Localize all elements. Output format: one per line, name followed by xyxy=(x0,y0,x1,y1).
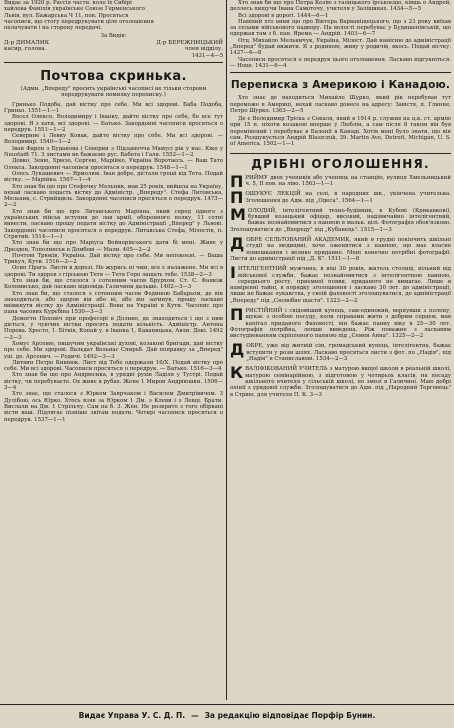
small-ad xyxy=(230,363,451,398)
small-ad xyxy=(230,304,451,340)
small-ad xyxy=(230,263,451,304)
signature-right: Д-р БЕРЕЖНИЦЬКИЙ xyxy=(156,39,223,46)
mailbox-item: Домогтн Поповіч при професорі в Долине, де знаходиться і що з ним діється, у чуючих вістки просять подати кількість. Адміністр. Антона Порова. Хресто, 1. Бітків, Копай у. в Іванка 1, Каваницька, Авли. Докі. 1492—3—3 xyxy=(4,315,223,341)
notice-line: оплачувати і на сторону передачі. xyxy=(4,25,103,32)
mailbox-subtitle: (Адмн. „Впереду" просить українські часописі не тільки сторони передрукувати помилку переписку.) xyxy=(20,86,207,99)
notice-code: 1431—4—5 xyxy=(191,52,223,59)
ad-text: ОБРЕ, уже від житній сім, громадський купець, інтелігентна, бажає вступити у розм шлях. Ласкаво просяться листи з фот. по „Надія", під „Надія" в Станиславові. 1534—2—3 xyxy=(246,343,451,363)
divider xyxy=(230,72,451,73)
mailbox-item: Довко, Зеню, Хрвсю, Сергею, Марійко, Україна Воротаєсь. — Ваш Тато Олекса. Закордонні часописи просяться о передрук. 1548—1—1 xyxy=(4,158,223,171)
ad-text: НТЕЛІГЕНТНИЙ мужчина, в віці 30 років, житель столиці, вільний від військової служби, бажає познайомитися з інтелігентною панною, середнього росту, приємної появи, приданого не вимагає. Лише в наміренні тайні, в порядку зголошення і ласкаво 30 лет. до адміністрації, лише не бажає лукавства, у своїй фаховості зголошуватися, до адміністрації „Впереду" під „Сюлюбне щастя". 1323—2—2 xyxy=(230,266,451,304)
mailbox-item: Хомус Арсеню, пишучим українські духові, козакові бригади, дай вістку про себе. Ми здорові. Вальдат Вольнас Спирьб. Дай поправку за „Вперед" уці. до. Арсенич. — Родичі. 1492—3—3 xyxy=(4,340,223,360)
signature-left: Д-р ДИМАЛИК xyxy=(4,39,50,46)
small-ads-title: ДРІБНІ ОГОЛОШЕННЯ. xyxy=(251,156,430,171)
ad-initial: Д xyxy=(230,340,245,360)
left-column xyxy=(4,0,223,700)
small-ad xyxy=(230,234,451,262)
small-ads-list xyxy=(230,171,451,398)
ad-text: ОШУКУЄ ЛЕКЦІЙ на селі, в народних шк., укінчена учителька. Зголошення до Адм. під „Одеса". 1564—1—1 xyxy=(245,191,451,204)
divider xyxy=(4,62,223,63)
ad-initial: П xyxy=(230,304,244,324)
ad-initial: П xyxy=(230,188,244,208)
notice-line: Видає за 1920 р. Рассія частн. коло їх Сибірі xyxy=(4,0,132,6)
right-top-item: Наміхий хто вини що про Віктора Варваніщецького, що з 23 року виїхав за селами військового надвору. На волості перебуває у Будишенівській, що одержав там з б. пан. Ярема — Андрій. 1403—6—7 xyxy=(230,18,451,38)
signature-left-role: касир, голова. xyxy=(4,46,47,53)
mailbox-item: Хто знав би, що сталося з сотенним часов Брурхом. Ст. С. Фанкіж Коломисько, дай ласкаво відповідь Галичини дальше. 1402—3—3 xyxy=(4,277,223,291)
mailbox-title: Почтова скринька. xyxy=(40,69,187,85)
publisher-line: Видає Управа У. С. Д. П. xyxy=(78,710,186,720)
mailbox-item: Восєл Олексо, Володимиру і Іванку, дайте вістку про себе, бо все тут здорові. Я з хати, всі здорові. — Батько. Закордонні часописи просяться о передрук. 1551—1—2 xyxy=(4,114,223,133)
imprint-footer xyxy=(0,704,454,725)
ad-text: ОЛОДИЙ, інтелігентний техно-будівник, в Кубові (Крикавкові), бувший козацький офіцер, високий, надзвичайно інтелігентний, бажає познайомитися з панною в мальк. цілі. Фотографія обов'язково. Зголошуватися до „Впереду" під „Кубанець". 1515—1—3 xyxy=(230,207,451,233)
small-ad xyxy=(230,188,451,208)
ad-initial: П xyxy=(230,171,244,191)
ad-text: ОБРЕ СЕЛЬТОВАНИЙ АКАДЕМИК, який в грудні покінчить шкільні студії на медицині, хоче оженитися з панною, що має власне помешкання і велике приданне. Мені конечно потрібні фотографії. Листи до адміністрації під „Д. К". 1511—1—8 xyxy=(230,237,451,262)
america-item: Де є Володимир Тріска з Сокаля, який в 1914 р. служив на ц.к. ст. армію при 15 п. піхоти козакові вперше у Люблін, а сам після 8 таком він був перемінений і перебуває в Балонії в Канаді. Хотів мені було знати, що він сам. Розшукується Андрій Blaszczuk, 39. Martin Ave, Detroit, Michigan, U. S. of America. 1502—1—1 xyxy=(230,116,451,148)
mailbox-item: Литвин Петро Кивнюк. Лист від Тебе одержали 16/Х. Подай вістку про себе. Ми всі здорові. Часописи просяться о передрук. — Батько. 1516—3—4 xyxy=(4,359,223,373)
notice-line: хайлова Фамілія українське Союзе Герменського xyxy=(4,6,145,13)
divider xyxy=(230,153,451,154)
right-top xyxy=(230,0,451,69)
mailbox-item: Гринько Подоба, дай вістку про себе. Ми всі здорові. Баба Подоба, Гриньо. 1551—1—1 xyxy=(4,101,223,114)
ad-initial: І xyxy=(230,263,236,283)
mailbox-item: Хто знає, що сталося з Юрком Заярчаком і Василем Дмитрівичом. З Дулібою, ось Юрко. Хтось взяв за Юрком 1 Дм. з Клеви і з Левці. Брати. Вислали на Дм. 1 Стрільчу. Сам на б. 3. Жен. Не розкрито з того обірвані вісти ваш. Підлягає пізніше звітам подати. Чотирі часописи просяться о передрук. 1537—1—1 xyxy=(4,391,223,423)
mailbox-item: Хто знав би, що сталося з сотенним часов Фединою Бабарьом, де він знаходиться, або здоров він або ні, або він загинув, прошу ласкаво ввімкнути вістку до Адміністрації. Вони на Україні в Кути. Часопис про пана часових Курєбіна 1530—3—3 xyxy=(4,290,223,316)
editor-line: За редакцію відповідає Порфір Бунин. xyxy=(204,710,376,720)
footer-dash: — xyxy=(191,710,199,720)
small-ad xyxy=(230,340,451,363)
mailbox-item: Осип Прага. Листи в дорозі. Не журись ні чим, все є налажене. Ми всі в здорові. Ти здоров з гірською Тетя — Тетя Горо лащать тебе. 1538—2—3 xyxy=(4,265,223,278)
mailbox-item: Іван Фарон з Буданова і Северин з Підзамочча Мамусі рік у нас. Кіко у Neustadt 71. З листами не бажаємо рус. Бабета і Галя. 1552—1—2 xyxy=(4,145,223,159)
signature-right-role: член відділу. xyxy=(184,46,223,53)
america-item: Хто знає де находиться Михайло Шурко, який рік перебував тут переможе в Америці, нехай ласкаво донесе на адресу: Завістя, п. Глинне, Петро Шурко. 1363—2—5 xyxy=(230,95,451,114)
ad-initial: Д xyxy=(230,234,245,254)
mailbox-item: Хто знав би що про Андрюсика, в урядні рухів Ладіля у Тустрі. Подай вістку, чи перебуваєте. Ох живе в рубах. Жене 1 Мирон Андріюшки. 1506—3—4 xyxy=(4,372,223,392)
by-label: За Видів: xyxy=(100,33,127,40)
mailbox-item: Северине і Левку Ковак, дайте вістку про себе. Ми всі здорові. — Володимир. 1540—1—2 xyxy=(4,133,223,146)
ad-text: РИЙМУ двох учеників або учениць на станцію, вулиця Хмельницький ч. 5, II пов. на ліво. 1563—1—1 xyxy=(245,174,451,187)
right-column xyxy=(230,0,451,700)
right-top-item: Хто знав би що про Петра Козію з галицького ірськоєщо, ківшь о Андрей, деллесь пищучи Івана Самоточу, учителя у Заліщиках. 1434—5—5 xyxy=(230,0,451,13)
ad-text: ВАЛІФІКОВАНИЙ УЧИТЕЛЬ з матурою вищої школи в реальній школі, матурою семінарійною, з підготовою у чотирьох класів, на посаду шкільного вчителя у сільській школі, по змозі в Галичині. Маю добрі опінії з урядової служби. Зголошуватися до Адм. під „Народний Торговець" в Стрию, для учителя П. К. 3—3 xyxy=(230,366,451,398)
small-ad xyxy=(230,171,451,191)
notice-line: Львів, вул. Бажарська Ч 11, пов. Просяться xyxy=(4,12,129,19)
small-ad xyxy=(230,204,451,233)
right-top-item: Всі здорові в дорогі. 1444—6—1 xyxy=(238,12,329,19)
mailbox-item: Хто знав би що про Литавського Маріяна, який серед одного з українських військ вступив до лав армії, оборонного полку, 11 сотні вивести, ласкаво прошу подати вістку до Адміністрації „Вперед" у Львові. Закордонні часописи просяться о передрук. Литавська Стефа, Мілостів, п. Стрятий. 1514—1—1 xyxy=(4,208,223,240)
mailbox-item: Хто знав би що про Маріуса Войнорівського дати бі мені. Живе у Дрезден, Тополинськ в Домбові — Мали. 405—2—2 xyxy=(4,240,223,253)
right-top-item: Отц. Михайло Мельничук, Україна, Мілост. Дай намісню до адміністрації „Вперед" будай вижити. Я з родиною, живу у родичів, вкось. Подай вістку. 1427—6—8 xyxy=(230,37,451,57)
notice-line: часописи, що стогу передрукувати ціле оголошення xyxy=(4,18,154,25)
ad-initial: М xyxy=(230,204,246,224)
mailbox-list xyxy=(4,102,223,423)
column-divider xyxy=(226,0,227,700)
america-title: Переписка з Америкою і Канадою. xyxy=(230,79,451,92)
mailbox-item: Олесь Лукашевич — Ярмолюк. Іван добре, дістали гроші від Тета. Подай вістку. — Марійка. 1567—1—4 xyxy=(4,170,223,184)
mailbox-item: Почтові Трюків, Україна. Дай вістку про себе. Ми непокоєні. — Ваша Трикул, Кути. 1516—2—2 xyxy=(4,252,223,266)
right-top-item: Часописи просяться о передрук цього оголошення. Ласкаво відгукніться. — Ноце. 1431—6—4 xyxy=(230,56,451,69)
top-notice xyxy=(4,0,223,59)
mailbox-item: Хто знав би що про Стефочку Мельник, мав 25 років, вийшла на Україну, нехай ласкаво подасть вістку до Адміністр. „Впереду". Стефа Литовська, Мельник, с. Стрийщиль. Закордонні часописи просяться о передрук. 1473—2—2 xyxy=(4,183,223,209)
america-list xyxy=(230,95,451,147)
ad-text: РИСТІЙНИЙ і свідоміший купець, сам-одинокий, вернувши з полону, шукає з особою посуду, коли справами жити з добрим серцем, мав капітал приданого Фаховості, він бажає панну віку в 25—30 лет. Фотографія потрібна, лепше виведена. Ріж поважне з ласкавим вистудіюванням скріпленого панною під „Семен Анна". 1325—2—2 xyxy=(230,307,451,340)
ad-initial: К xyxy=(230,363,244,383)
